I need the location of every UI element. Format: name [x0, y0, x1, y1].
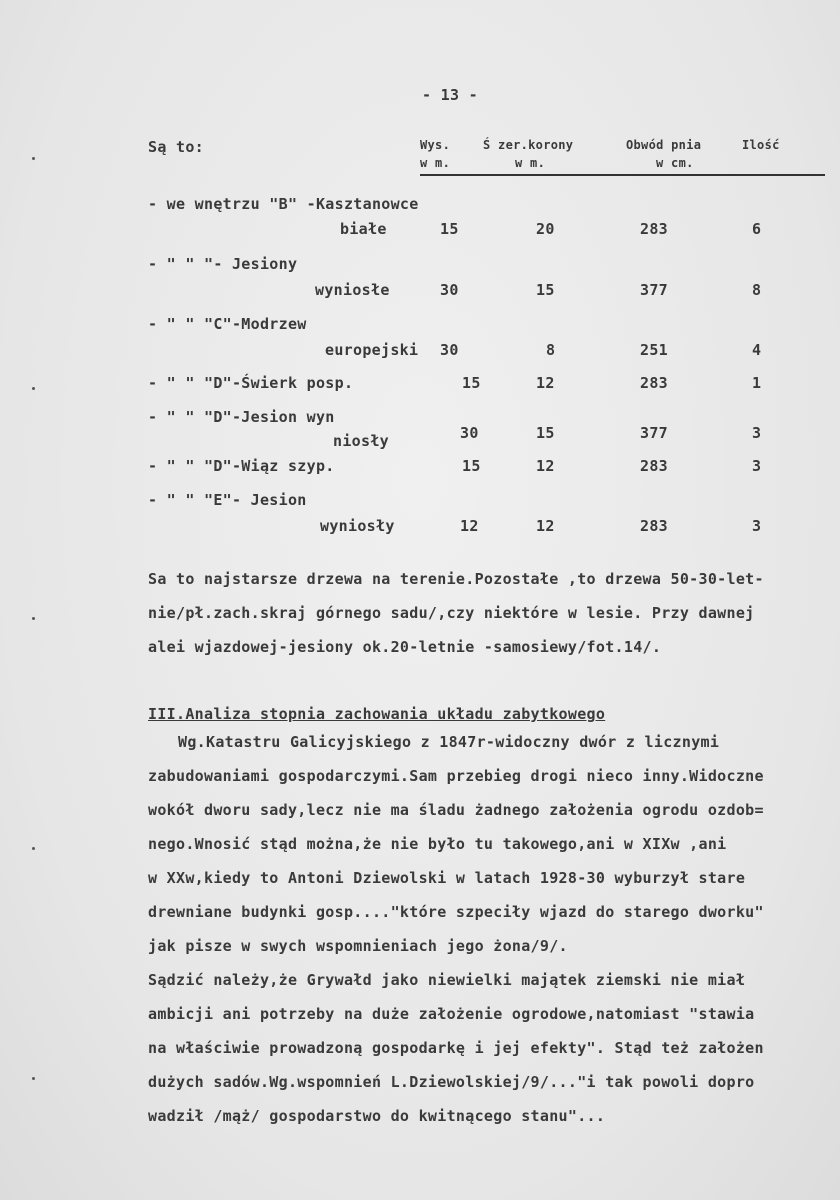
margin-dot — [32, 847, 35, 850]
header-count: Ilość — [742, 138, 780, 152]
margin-dot — [32, 157, 35, 160]
table-lead: Są to: — [148, 138, 204, 156]
document-page: - 13 - Są to: Wys. w m. Ś zer.korony w m. Obwód pnia w cm. Ilość - we wnętrzu "B" -Kasztanowce białe 15 20 283 6 - " " "- Jesiony wyniosłe 30 15 377 8 - " " "C"-Modrzew europejski 30 8 251 4 - " " "D"-Świerk posp. 15 12 283 1 - " " "D"-Jesion wyn niosły 30 15 377 3 - " " "D"-Wiąz szyp. 15 12 283 3 - " " "E"- Jesion wyniosły 12 12 283 3 Sa to najstarsze drzewa na terenie.Pozostałe ,to drzewa 50-30-let- nie/pł.zach.skraj górnego sadu/,czy niektóre w lesie. Przy dawnej alei wjazdowej-jesiony ok.20-letnie -samosiewy/fot.14/. III.Analiza stopnia zachowania układu zabytkowego Wg.Katastru Galicyjskiego z 1847r-widoczny dwór z licznymi zabudowaniami gospodarczymi.Sam przebieg drogi nieco inny.Widoczne wokół dworu sady,lecz nie ma śladu żadnego założenia ogrodu ozdob= nego.Wnosić stąd można,że nie było tu takowego,ani w XIXw ,ani w XXw,kiedy to Antoni Dziewolski w latach 1928-30 wyburzył stare drewniane budynki gosp...."które szpeciły wjazd do starego dworku" jak pisze w swych wspomnieniach jego żona/9/. Sądzić należy,że Grywałd jako niewielki majątek ziemski nie miał ambicji ani potrzeby na duże założenie ogrodowe,natomiast "stawia na właściwie prowadzoną gospodarkę i jej efekty". Stąd też założen dużych sadów.Wg.wspomnień L.Dziewolskiej/9/..."i tak powoli dopro wadził /mąż/ gospodarstwo do kwitnącego stanu"... — [0, 0, 840, 1200]
margin-dot — [32, 617, 35, 620]
margin-dot — [32, 1077, 35, 1080]
header-crown-width: Ś zer.korony — [483, 138, 574, 152]
page-number: - 13 - — [422, 86, 478, 104]
header-rule — [420, 174, 825, 176]
section-title: III.Analiza stopnia zachowania układu zabytkowego — [148, 705, 606, 723]
header-trunk-unit: w cm. — [656, 156, 694, 170]
header-trunk: Obwód pnia — [626, 138, 702, 152]
header-height-unit: w m. — [420, 156, 451, 170]
header-crown-unit: w m. — [515, 156, 546, 170]
header-height: Wys. — [420, 138, 451, 152]
margin-dot — [32, 387, 35, 390]
